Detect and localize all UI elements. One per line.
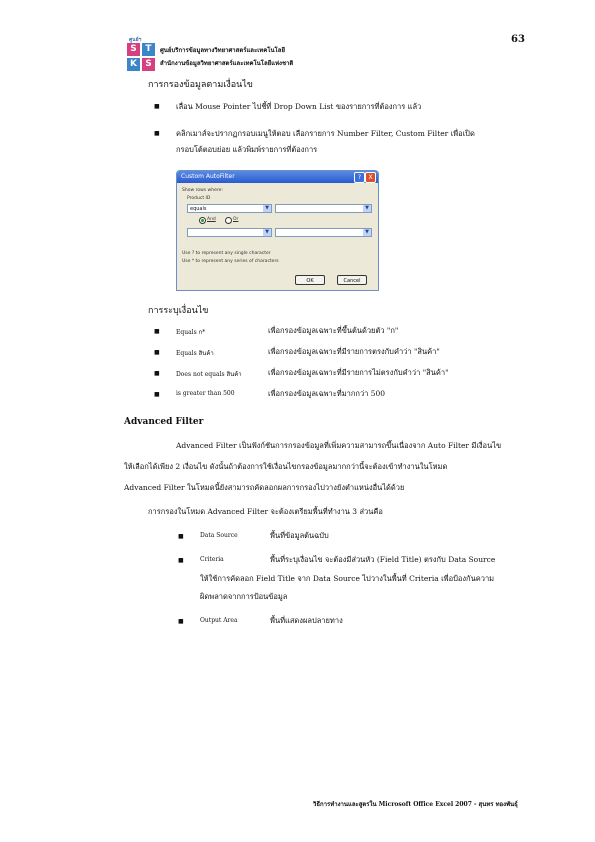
page-number: 63	[511, 34, 525, 45]
square-bullet-icon: ■	[178, 533, 184, 540]
wildcard-hint-1: Use ? to represent any single character	[182, 251, 271, 256]
square-bullet-icon: ■	[154, 328, 160, 335]
org-name-line2: สำนักงานข้อมูลวิทยาศาสตร์และเทคโนโลยีแห่งชาติ	[160, 60, 294, 67]
logo-subtitle: ศูนย์ฯ	[129, 37, 142, 43]
section-title-advanced: Advanced Filter	[124, 417, 204, 427]
condition-term: Equals สินค้า	[176, 350, 214, 357]
condition-desc: เพื่อกรองข้อมูลเฉพาะที่มีรายการตรงกับคำว่า "สินค้า"	[268, 347, 440, 356]
square-bullet-icon: ■	[154, 391, 160, 398]
chevron-down-icon: ▼	[363, 229, 371, 236]
area-desc-cont: ผิดพลาดจากการป้อนข้อมูล	[200, 592, 288, 601]
section-title-conditions: การระบุเงื่อนไข	[148, 306, 209, 316]
advanced-intro: การกรองในโหมด Advanced Filter จะต้องเตรียมพื้นที่ทำงาน 3 ส่วนคือ	[148, 507, 383, 516]
area-desc-cont: ให้ใช้การคัดลอก Field Title จาก Data Source ไปวางในพื้นที่ Criteria เพื่อป้องกันความ	[200, 574, 495, 583]
cancel-button[interactable]: Cancel	[337, 275, 367, 285]
show-rows-label: Show rows where:	[182, 188, 223, 193]
chevron-down-icon: ▼	[263, 205, 271, 212]
or-label: Or	[233, 217, 239, 222]
operator2-select[interactable]	[187, 228, 272, 237]
square-bullet-icon: ■	[178, 557, 184, 564]
value1-combo[interactable]	[275, 204, 372, 213]
page-footer: วิธีการทำงานและสูตรใน Microsoft Office Excel 2007 - สุนทร ทองพันธุ์	[313, 801, 518, 808]
and-radio[interactable]	[199, 217, 206, 224]
operator1-select[interactable]: equals ▼	[187, 204, 272, 213]
condition-term: Does not equals สินค้า	[176, 371, 242, 378]
advanced-para-line: ให้เลือกได้เพียง 2 เงื่อนไข ดังนั้นถ้าต้องการใช้เงื่อนไขกรองข้อมูลมากกว่านี้จะต้องเข้าทำงานในโหมด	[124, 462, 448, 471]
wildcard-hint-2: Use * to represent any series of characters	[182, 259, 279, 264]
custom-autofilter-dialog	[176, 170, 379, 291]
close-icon[interactable]: X	[365, 172, 376, 183]
area-desc: พื้นที่ข้อมูลต้นฉบับ	[270, 531, 329, 540]
condition-desc: เพื่อกรองข้อมูลเฉพาะที่ขึ้นต้นด้วยตัว "ก"	[268, 326, 399, 335]
section-title-filter: การกรองข้อมูลตามเงื่อนไข	[148, 80, 253, 90]
advanced-para-line: Advanced Filter ในโหมดนี้ยังสามารถคัดลอกผลการกรองไปวางยังตำแหน่งอื่นได้ด้วย	[124, 483, 405, 492]
instruction-line-cont: กรอบโต้ตอบย่อย แล้วพิมพ์รายการที่ต้องการ	[176, 145, 318, 154]
chevron-down-icon: ▼	[363, 205, 371, 212]
logo-letter-k: K	[127, 58, 140, 71]
value2-combo[interactable]	[275, 228, 372, 237]
org-name-line1: ศูนย์บริการข้อมูลทางวิทยาศาสตร์และเทคโนโลยี	[160, 47, 285, 54]
field-label: Product ID	[187, 196, 211, 201]
square-bullet-icon: ■	[154, 370, 160, 377]
condition-desc: เพื่อกรองข้อมูลเฉพาะที่มีรายการไม่ตรงกับคำว่า "สินค้า"	[268, 368, 449, 377]
area-desc: พื้นที่ระบุเงื่อนไข จะต้องมีส่วนหัว (Field Title) ตรงกับ Data Source	[270, 555, 496, 564]
help-icon[interactable]: ?	[354, 172, 365, 183]
advanced-para-line: Advanced Filter เป็นฟังก์ชันการกรองข้อมูลที่เพิ่มความสามารถขึ้นเนื่องจาก Auto Filter มีเงื่อนไข	[176, 441, 502, 450]
chevron-down-icon: ▼	[263, 229, 271, 236]
and-label: And	[207, 217, 216, 222]
logo-letter-t: T	[142, 43, 155, 56]
or-radio[interactable]	[225, 217, 232, 224]
logo-letter-s: S	[127, 43, 140, 56]
square-bullet-icon: ■	[154, 349, 160, 356]
square-bullet-icon: ■	[154, 130, 160, 137]
logo-letter-s2: S	[142, 58, 155, 71]
dialog-title-bar	[177, 171, 378, 183]
square-bullet-icon: ■	[178, 618, 184, 625]
condition-desc: เพื่อกรองข้อมูลเฉพาะที่มากกว่า 500	[268, 389, 386, 398]
dialog-title: Custom AutoFilter	[181, 173, 235, 180]
stks-logo	[127, 37, 157, 70]
square-bullet-icon: ■	[154, 103, 160, 110]
condition-term: Equals ก*	[176, 329, 206, 336]
instruction-line: คลิกเมาส์จะปรากฏกรอบเมนูให้ตอบ เลือกรายการ Number Filter, Custom Filter เพื่อเปิด	[176, 129, 475, 138]
area-desc: พื้นที่แสดงผลปลายทาง	[270, 616, 343, 625]
condition-term: is greater than 500	[176, 390, 235, 397]
instruction-line: เลื่อน Mouse Pointer ไปชี้ที่ Drop Down List ของรายการที่ต้องการ แล้ว	[176, 102, 422, 111]
area-term: Output Area	[200, 617, 238, 624]
ok-button[interactable]: OK	[295, 275, 325, 285]
area-term: Data Source	[200, 532, 238, 539]
area-term: Criteria	[200, 556, 224, 563]
